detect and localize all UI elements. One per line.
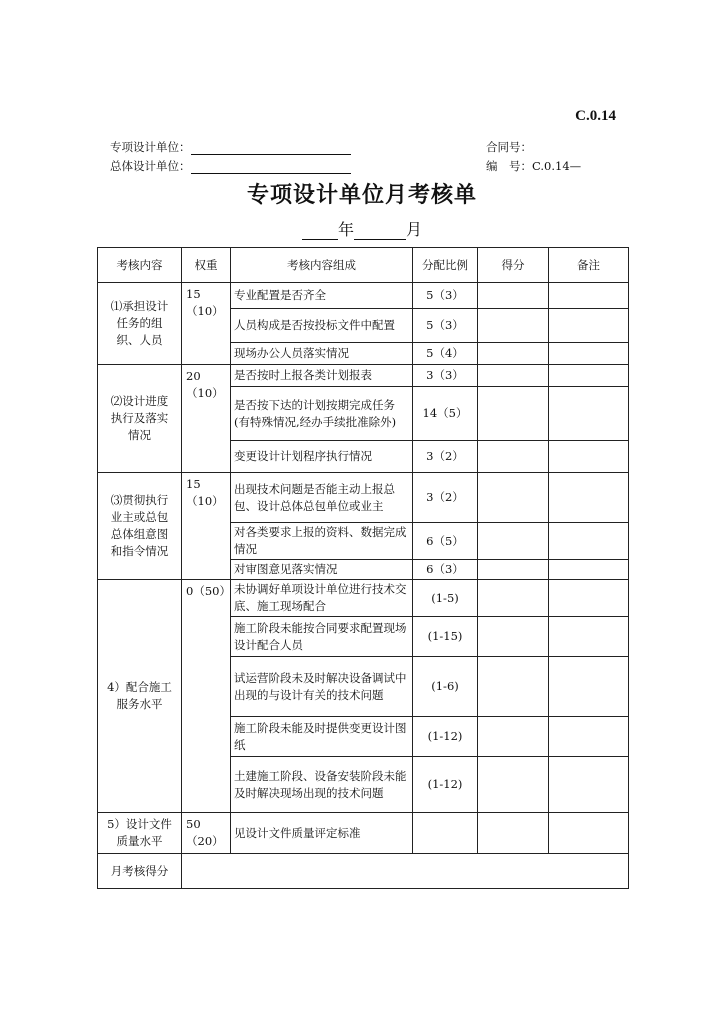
ratio-cell: 6（3）	[413, 560, 478, 580]
column-header: 得分	[478, 248, 549, 283]
assessment-item: 施工阶段未能及时提供变更设计图纸	[231, 717, 413, 757]
page-title: 专项设计单位月考核单	[246, 183, 477, 208]
assessment-item: 现场办公人员落实情况	[231, 343, 413, 365]
ratio-cell: 3（2）	[413, 473, 478, 523]
remark-cell[interactable]	[549, 617, 629, 657]
weight-cell: 50（20）	[182, 813, 231, 854]
ratio-cell: (1-6)	[413, 657, 478, 717]
ratio-cell: (1-5)	[413, 580, 478, 617]
column-header: 权重	[182, 248, 231, 283]
ratio-cell: 5（3）	[413, 283, 478, 309]
ratio-cell: 5（4）	[413, 343, 478, 365]
assessment-item: 试运营阶段未及时解决设备调试中出现的与设计有关的技术问题	[231, 657, 413, 717]
ratio-cell	[413, 813, 478, 854]
assessment-category: ⑵设计进度执行及落实情况	[98, 365, 182, 473]
assessment-item: 出现技术问题是否能主动上报总包、设计总体总包单位或业主	[231, 473, 413, 523]
remark-cell[interactable]	[549, 387, 629, 441]
remark-cell[interactable]	[549, 757, 629, 813]
form-number: 编 号：C.0.14—	[486, 159, 582, 173]
ratio-cell: 3（2）	[413, 441, 478, 473]
assessment-item: 未协调好单项设计单位进行技术交底、施工现场配合	[231, 580, 413, 617]
column-header: 分配比例	[413, 248, 478, 283]
assessment-item: 施工阶段未能按合同要求配置现场设计配合人员	[231, 617, 413, 657]
special-unit-label: 专项设计单位：	[110, 140, 191, 154]
overall-unit-line	[110, 158, 351, 174]
remark-cell[interactable]	[549, 523, 629, 560]
weight-cell: 0（50）	[182, 580, 231, 813]
assessment-item: 见设计文件质量评定标准	[231, 813, 413, 854]
monthly-score-value[interactable]	[182, 854, 629, 889]
date-line	[0, 217, 724, 240]
remark-cell[interactable]	[549, 657, 629, 717]
score-cell[interactable]	[478, 560, 549, 580]
assessment-item: 是否按时上报各类计划报表	[231, 365, 413, 387]
overall-unit-label: 总体设计单位：	[110, 159, 191, 173]
remark-cell[interactable]	[549, 813, 629, 854]
remark-cell[interactable]	[549, 309, 629, 343]
score-cell[interactable]	[478, 473, 549, 523]
remark-cell[interactable]	[549, 560, 629, 580]
remark-cell[interactable]	[549, 283, 629, 309]
monthly-score-label: 月考核得分	[98, 854, 182, 889]
score-cell[interactable]	[478, 617, 549, 657]
ratio-cell: 3（3）	[413, 365, 478, 387]
month-label: 月	[406, 220, 423, 239]
score-cell[interactable]	[478, 580, 549, 617]
score-cell[interactable]	[478, 387, 549, 441]
weight-cell: 15（10）	[182, 473, 231, 580]
score-cell[interactable]	[478, 523, 549, 560]
form-code: C.0.14	[575, 108, 616, 124]
table-row	[98, 580, 629, 617]
remark-cell[interactable]	[549, 473, 629, 523]
ratio-cell: (1-12)	[413, 717, 478, 757]
ratio-cell: 6（5）	[413, 523, 478, 560]
special-unit-blank[interactable]	[191, 142, 351, 155]
assessment-item: 是否按下达的计划按期完成任务(有特殊情况,经办手续批准除外)	[231, 387, 413, 441]
assessment-category: 4）配合施工服务水平	[98, 580, 182, 813]
ratio-cell: (1-12)	[413, 757, 478, 813]
table-row	[98, 473, 629, 523]
score-cell[interactable]	[478, 757, 549, 813]
table-row	[98, 813, 629, 854]
special-unit-line	[110, 139, 351, 155]
year-blank[interactable]	[302, 223, 338, 240]
ratio-cell: 14（5）	[413, 387, 478, 441]
assessment-item: 变更设计计划程序执行情况	[231, 441, 413, 473]
score-cell[interactable]	[478, 365, 549, 387]
score-cell[interactable]	[478, 657, 549, 717]
remark-cell[interactable]	[549, 441, 629, 473]
table-row	[98, 365, 629, 387]
weight-cell: 15（10）	[182, 283, 231, 365]
remark-cell[interactable]	[549, 343, 629, 365]
column-header: 考核内容	[98, 248, 182, 283]
assessment-category: ⑴承担设计任务的组织、人员	[98, 283, 182, 365]
assessment-category: ⑶贯彻执行业主或总包总体组意图和指令情况	[98, 473, 182, 580]
footer-row	[98, 854, 629, 889]
column-header: 考核内容组成	[231, 248, 413, 283]
remark-cell[interactable]	[549, 580, 629, 617]
assessment-item: 专业配置是否齐全	[231, 283, 413, 309]
assessment-item: 土建施工阶段、设备安装阶段未能及时解决现场出现的技术问题	[231, 757, 413, 813]
column-header: 备注	[549, 248, 629, 283]
weight-cell: 20（10）	[182, 365, 231, 473]
remark-cell[interactable]	[549, 365, 629, 387]
month-blank[interactable]	[354, 223, 406, 240]
assessment-table	[97, 247, 629, 889]
contract-number: 合同号：	[486, 140, 532, 154]
score-cell[interactable]	[478, 343, 549, 365]
ratio-cell: 5（3）	[413, 309, 478, 343]
score-cell[interactable]	[478, 441, 549, 473]
score-cell[interactable]	[478, 283, 549, 309]
score-cell[interactable]	[478, 309, 549, 343]
table-row	[98, 283, 629, 309]
assessment-item: 对各类要求上报的资料、数据完成情况	[231, 523, 413, 560]
remark-cell[interactable]	[549, 717, 629, 757]
assessment-item: 对审图意见落实情况	[231, 560, 413, 580]
score-cell[interactable]	[478, 717, 549, 757]
ratio-cell: (1-15)	[413, 617, 478, 657]
assessment-category: 5）设计文件质量水平	[98, 813, 182, 854]
overall-unit-blank[interactable]	[191, 161, 351, 174]
score-cell[interactable]	[478, 813, 549, 854]
year-label: 年	[337, 220, 354, 239]
table-header-row	[98, 248, 629, 283]
assessment-item: 人员构成是否按投标文件中配置	[231, 309, 413, 343]
